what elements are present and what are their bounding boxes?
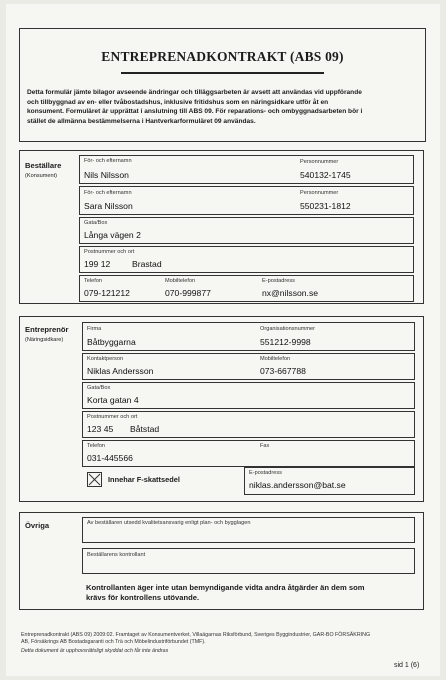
contractor-email-label: E-postadress: [249, 470, 282, 476]
footer-line: Entreprenadkontrakt (ABS 09) 2009:02. Framtaget av Konsumentverket, Villaägarnas Riksförbund, Sveriges Byggindustrier, GAR-BO FÖRSÄKRING: [21, 632, 371, 638]
bestallare-subheading: (Konsument): [25, 173, 58, 179]
bestallare-heading: Beställare: [25, 161, 62, 170]
buyer-mobile-label: Mobiltelefon: [165, 278, 196, 284]
buyer1-pnr-value: 540132-1745: [300, 170, 351, 180]
footer-text: [21, 632, 431, 655]
company-label: Firma: [87, 326, 102, 332]
buyer2-name-field[interactable]: [79, 186, 414, 215]
f-skatt-checkbox[interactable]: [87, 472, 102, 487]
page-title: ENTREPRENADKONTRAKT (ABS 09): [101, 49, 344, 64]
intro-line: och tillbyggnad av en- eller tvåbostadshus, inklusive fritidshus som en näringsidkare utför åt en: [27, 98, 329, 106]
buyer-email-value: nx@nilsson.se: [262, 288, 319, 298]
buyer-phone-label: Telefon: [84, 278, 103, 284]
contractor-postal-label: Postnummer och ort: [87, 414, 138, 420]
buyer-street-value: Långa vägen 2: [84, 230, 141, 240]
entreprenor-heading: Entreprenör: [25, 325, 69, 334]
controller-notice-line: krävs för kontrollens utövande.: [86, 593, 200, 602]
contractor-postal-code: 123 45: [87, 424, 114, 434]
contractor-city: Båtstad: [130, 424, 160, 434]
page-number: sid 1 (6): [394, 662, 420, 669]
bestallare-section: [19, 150, 424, 304]
buyer2-pnr-label: Personnummer: [300, 190, 339, 196]
orgnr-value: 551212-9998: [260, 337, 311, 347]
entreprenor-subheading: (Näringsidkare): [25, 337, 64, 343]
controller-label: Beställarens kontrollant: [87, 552, 146, 558]
contractor-email-value: niklas.andersson@bat.se: [249, 480, 346, 490]
buyer-phone-value: 079-121212: [84, 288, 130, 298]
buyer-email-label: E-postadress: [262, 278, 295, 284]
ovriga-section: [19, 512, 424, 610]
buyer-street-label: Gata/Box: [84, 220, 108, 226]
intro-line: Detta formulär jämte bilagor avseende ändringar och tilläggsarbeten är avsett att användas vid uppförande: [27, 89, 362, 96]
buyer-city: Brastad: [132, 259, 162, 269]
title-underline: [121, 72, 324, 74]
controller-notice-line: Kontrollanten äger inte utan bemyndigande vidta andra åtgärder än dem som: [86, 583, 365, 592]
contract-page: [6, 4, 440, 676]
contractor-street-value: Korta gatan 4: [87, 395, 139, 405]
controller-field[interactable]: [82, 548, 415, 574]
buyer1-name-value: Nils Nilsson: [84, 170, 129, 180]
footer-copyright: Detta dokument är upphovsrättsligt skyddat och får inte ändras: [21, 648, 169, 654]
contractor-mobile-label: Mobiltelefon: [260, 356, 291, 362]
contact-person-label: Kontaktperson: [87, 356, 124, 362]
controller-notice: [86, 583, 416, 603]
header-box: [19, 28, 426, 142]
buyer2-name-label: För- och efternamn: [84, 190, 132, 196]
buyer-mobile-value: 070-999877: [165, 288, 211, 298]
quality-manager-field[interactable]: [82, 517, 415, 543]
buyer1-pnr-label: Personnummer: [300, 159, 339, 165]
entreprenor-section: [19, 316, 424, 502]
buyer1-name-field[interactable]: [79, 155, 414, 184]
buyer-street-field[interactable]: [79, 217, 414, 244]
contact-person-value: Niklas Andersson: [87, 366, 154, 376]
contact-person-field[interactable]: [82, 353, 415, 380]
orgnr-label: Organisationsnummer: [260, 326, 316, 332]
quality-manager-label: Av beställaren utsedd kvalitetsansvarig enligt plan- och bygglagen: [87, 520, 251, 526]
buyer-postal-label: Postnummer och ort: [84, 249, 135, 255]
company-value: Båtbyggarna: [87, 337, 136, 347]
contractor-email-field[interactable]: [244, 467, 415, 495]
buyer-postal-field[interactable]: [79, 246, 414, 273]
company-field[interactable]: [82, 322, 415, 351]
intro-line: stället de allmänna bestämmelserna i Hantverkarformuläret 09 användas.: [27, 117, 256, 125]
buyer1-name-label: För- och efternamn: [84, 158, 132, 164]
intro-text: [27, 88, 422, 126]
contractor-street-label: Gata/Box: [87, 385, 111, 391]
checkbox-cross-icon: [88, 473, 101, 486]
contractor-phone-value: 031-445566: [87, 453, 133, 463]
intro-line: konsument. Formuläret är upprättat i anslutning till ABS 09. För reparations- och ombyggnadsarbeten bör i: [27, 108, 363, 116]
buyer2-name-value: Sara Nilsson: [84, 201, 133, 211]
fax-label: Fax: [260, 443, 270, 449]
contractor-mobile-value: 073-667788: [260, 366, 306, 376]
contractor-postal-field[interactable]: [82, 411, 415, 438]
buyer2-pnr-value: 550231-1812: [300, 201, 351, 211]
buyer-contact-field[interactable]: [79, 275, 414, 302]
contractor-street-field[interactable]: [82, 382, 415, 409]
contractor-phone-label: Telefon: [87, 443, 106, 449]
ovriga-heading: Övriga: [25, 521, 50, 530]
contractor-phone-field[interactable]: [82, 440, 415, 467]
f-skatt-label: Innehar F-skattsedel: [108, 475, 180, 484]
buyer-postal-code: 199 12: [84, 259, 111, 269]
footer-line: AB, Försäkrings AB Bostadsgaranti och Trä och Möbelindustriförbundet (TMF).: [21, 639, 206, 645]
